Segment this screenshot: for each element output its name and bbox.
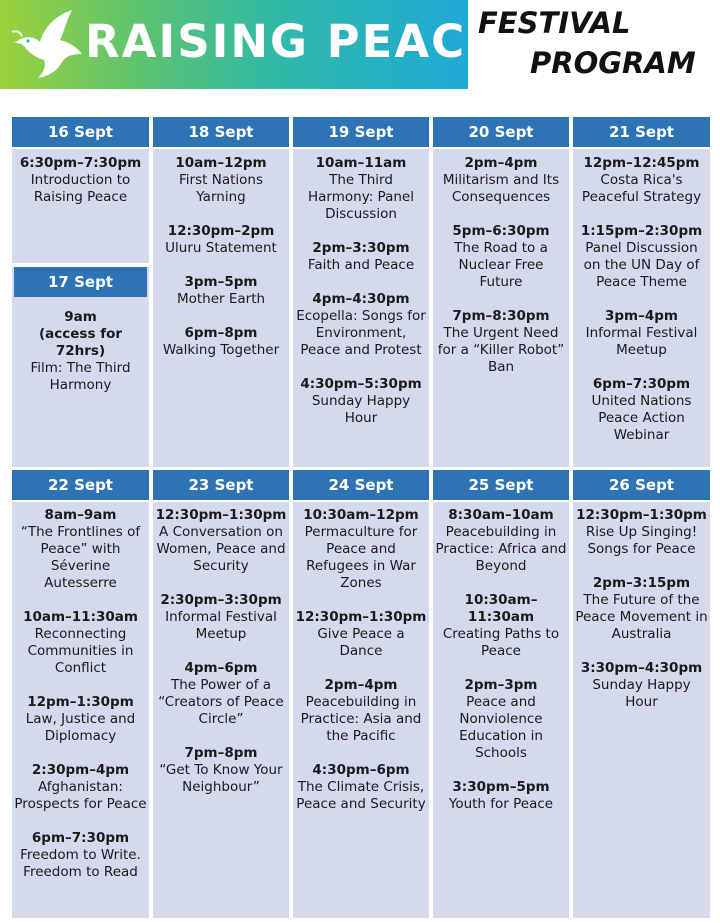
event-item (295, 155, 427, 223)
event-time: 4pm–6pm (184, 660, 258, 676)
day-events (155, 507, 287, 813)
event-time: 6pm–7:30pm (592, 376, 691, 392)
event-title: Law, Justice and Diplomacy (25, 711, 136, 744)
event-item (14, 609, 147, 677)
day-events (14, 507, 147, 898)
event-time: 10:30am–11:30am (464, 592, 538, 625)
event-item (575, 308, 708, 359)
event-title: United Nations Peace Action Webinar (591, 393, 692, 443)
event-time: 8am–9am (44, 507, 117, 523)
event-time: 4pm–4:30pm (312, 291, 410, 307)
event-time: 10:30am–12pm (303, 507, 419, 523)
event-time: 10am–12pm (175, 155, 267, 171)
event-title: Informal Festival Meetup (585, 325, 698, 358)
event-item (575, 223, 708, 291)
event-title: Introduction to Raising Peace (30, 172, 131, 205)
event-title: Youth for Peace (448, 796, 554, 812)
event-time: 4:30pm–5:30pm (300, 376, 422, 392)
event-time: 12pm–12:45pm (583, 155, 700, 171)
event-item (14, 155, 147, 206)
event-title: Uluru Statement (165, 240, 277, 256)
event-title: The Climate Crisis, Peace and Security (296, 779, 426, 812)
event-time: 2pm–3:15pm (592, 575, 691, 591)
event-item (435, 155, 567, 206)
event-title: Walking Together (162, 342, 280, 358)
event-item (155, 223, 287, 257)
day-events (14, 155, 147, 223)
event-title: The Future of the Peace Movement in Australia (575, 592, 708, 642)
event-item (295, 376, 427, 427)
event-title: The Urgent Need for a “Killer Robot” Ban (437, 325, 565, 375)
event-item (435, 507, 567, 575)
event-item (155, 592, 287, 643)
event-time: 12:30pm–1:30pm (155, 507, 287, 523)
event-title: First Nations Yarning (179, 172, 263, 205)
event-time: 2pm–4pm (464, 155, 538, 171)
event-item (575, 155, 708, 206)
day-events (14, 309, 147, 411)
event-item (155, 507, 287, 575)
event-time: 3:30pm–4:30pm (580, 660, 703, 676)
event-time: 2pm–3pm (464, 677, 538, 693)
event-time: 12:30pm–1:30pm (295, 609, 427, 625)
event-title: The Third Harmony: Panel Discussion (308, 172, 414, 222)
event-time: 3pm–4pm (605, 308, 678, 324)
program-title-line2: PROGRAM (530, 46, 696, 80)
event-item (435, 592, 567, 660)
event-item (14, 309, 147, 394)
event-item (435, 223, 567, 291)
event-time: 6pm–8pm (184, 325, 258, 341)
event-time: 2:30pm–3:30pm (160, 592, 282, 608)
event-time: 1:15pm–2:30pm (580, 223, 703, 239)
dove-logo-icon (8, 6, 88, 82)
event-item (155, 274, 287, 308)
event-item (295, 677, 427, 745)
event-item (575, 507, 708, 558)
event-title: Ecopella: Songs for Environment, Peace and Protest (296, 308, 426, 358)
day-header: 26 Sept (573, 470, 710, 500)
event-title: The Power of a “Creators of Peace Circle” (158, 677, 284, 727)
event-title: Informal Festival Meetup (165, 609, 277, 642)
event-time: 12:30pm–2pm (167, 223, 275, 239)
event-title: Costa Rica's Peaceful Strategy (581, 172, 702, 205)
event-item (14, 507, 147, 592)
event-item (14, 762, 147, 813)
day-header: 22 Sept (12, 470, 149, 500)
event-time-note: (access for 72hrs) (38, 326, 123, 359)
event-time: 5pm–6:30pm (452, 223, 550, 239)
event-item (295, 762, 427, 813)
event-title: Mother Earth (176, 291, 266, 307)
event-time: 9am (64, 309, 97, 325)
event-item (575, 660, 708, 711)
event-time: 3pm–5pm (184, 274, 258, 290)
day-events (575, 155, 708, 461)
event-title: Creating Paths to Peace (442, 626, 560, 659)
event-item (14, 830, 147, 881)
event-time: 7pm–8pm (184, 745, 258, 761)
event-item (295, 291, 427, 359)
event-title: Rise Up Singing! Songs for Peace (585, 524, 698, 557)
event-title: The Road to a Nuclear Free Future (454, 240, 548, 290)
event-title: Afghanistan: Prospects for Peace (14, 779, 147, 812)
day-events (295, 155, 427, 444)
day-header: 21 Sept (573, 117, 710, 147)
event-time: 4:30pm–6pm (312, 762, 410, 778)
event-title: Peacebuilding in Practice: Asia and the Pacific (300, 694, 422, 744)
event-title: “The Frontlines of Peace” with Séverine Autesserre (20, 524, 141, 591)
event-time: 10am–11:30am (23, 609, 138, 625)
event-item (155, 745, 287, 796)
event-item (435, 677, 567, 762)
event-item (435, 779, 567, 813)
event-time: 2:30pm–4pm (31, 762, 130, 778)
event-title: Militarism and Its Consequences (442, 172, 560, 205)
event-time: 10am–11am (315, 155, 407, 171)
event-item (575, 376, 708, 444)
event-item (155, 660, 287, 728)
brand-title: RAISING PEACE (85, 15, 499, 68)
day-header: 24 Sept (293, 470, 429, 500)
event-title: Give Peace a Dance (317, 626, 405, 659)
day-header: 23 Sept (153, 470, 289, 500)
day-header: 25 Sept (433, 470, 569, 500)
event-item (295, 507, 427, 592)
day-header: 20 Sept (433, 117, 569, 147)
event-title: Panel Discussion on the UN Day of Peace Theme (583, 240, 700, 290)
event-time: 12:30pm–1:30pm (576, 507, 707, 523)
event-title: Permaculture for Peace and Refugees in War Zones (304, 524, 418, 591)
event-time: 2pm–4pm (324, 677, 398, 693)
event-item (155, 155, 287, 206)
event-item (295, 609, 427, 660)
event-title: Sunday Happy Hour (592, 677, 691, 710)
day-events (435, 155, 567, 393)
day-header: 18 Sept (153, 117, 289, 147)
day-events (295, 507, 427, 830)
day-events (155, 155, 287, 376)
event-time: 8:30am–10am (448, 507, 554, 523)
day-header: 17 Sept (14, 267, 147, 297)
event-time: 3:30pm–5pm (452, 779, 550, 795)
event-time: 2pm–3:30pm (312, 240, 410, 256)
event-title: Peace and Nonviolence Education in Schools (459, 694, 543, 761)
event-time: 7pm–8:30pm (452, 308, 550, 324)
program-title-line1: FESTIVAL (478, 6, 631, 40)
event-item (14, 694, 147, 745)
event-title: Reconnecting Communities in Conflict (27, 626, 134, 676)
event-item (435, 308, 567, 376)
event-item (155, 325, 287, 359)
day-events (575, 507, 708, 728)
day-events (435, 507, 567, 830)
day-header: 16 Sept (12, 117, 149, 147)
event-time: 6:30pm–7:30pm (19, 155, 142, 171)
day-header: 19 Sept (293, 117, 429, 147)
event-item (575, 575, 708, 643)
event-title: Peacebuilding in Practice: Africa and Beyond (435, 524, 567, 574)
event-title: “Get To Know Your Neighbour” (159, 762, 283, 795)
event-item (295, 240, 427, 274)
event-time: 6pm–7:30pm (31, 830, 130, 846)
event-title: Film: The Third Harmony (30, 360, 131, 393)
event-title: Sunday Happy Hour (311, 393, 411, 426)
event-time: 12pm–1:30pm (27, 694, 134, 710)
event-title: Freedom to Write. Freedom to Read (20, 847, 141, 880)
event-title: A Conversation on Women, Peace and Security (156, 524, 286, 574)
event-title: Faith and Peace (307, 257, 415, 273)
